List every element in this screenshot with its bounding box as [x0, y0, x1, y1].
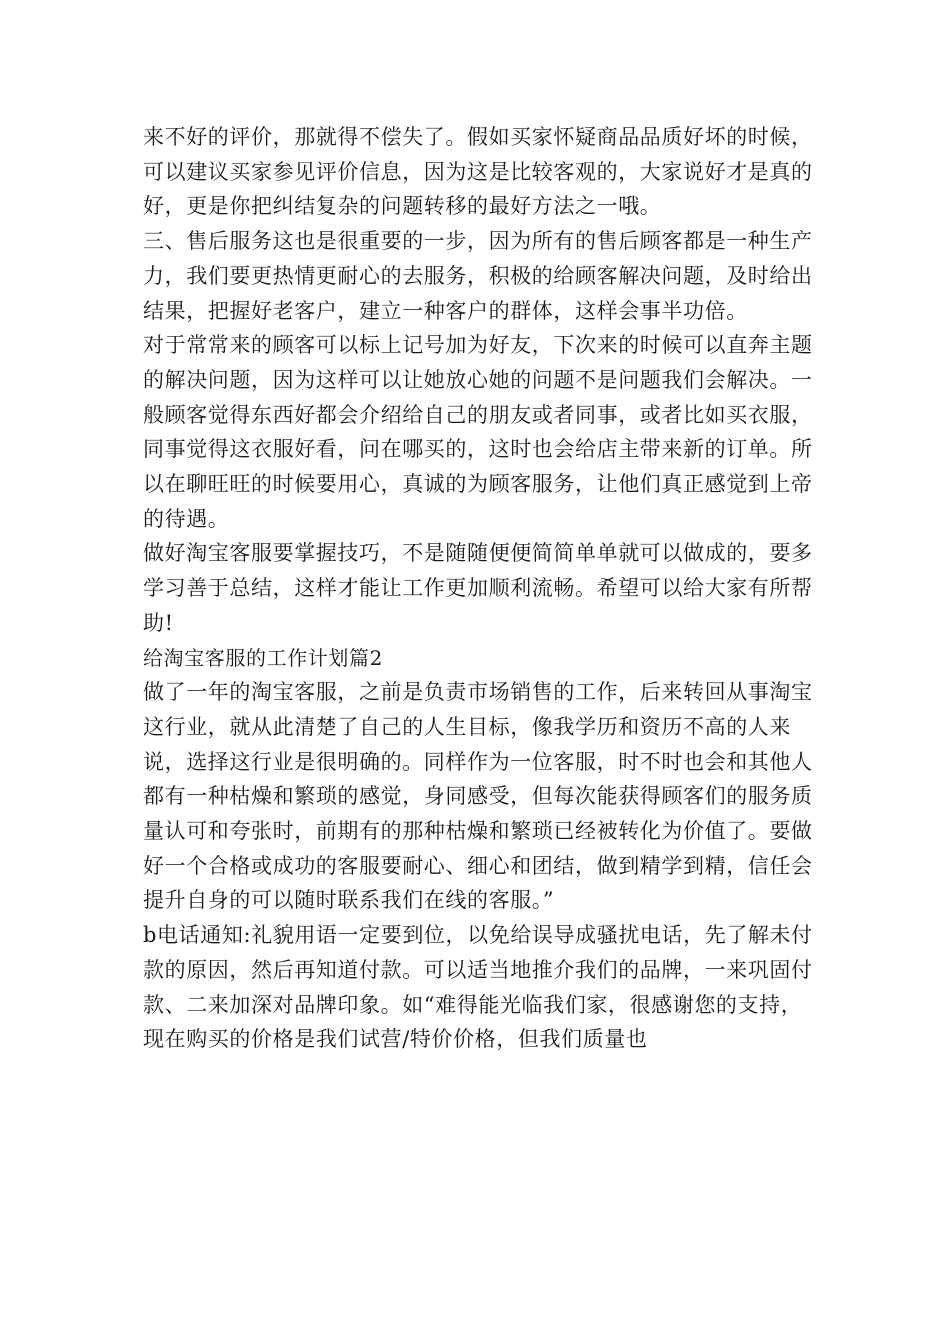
paragraph-after-sales-service: 三、售后服务这也是很重要的一步，因为所有的售后顾客都是一种生产力，我们要更热情更耐心的去服务，积极的给顾客解决问题，及时给出结果，把握好老客户，建立一种客户的群体，这样会事半功倍。 [143, 229, 813, 323]
paragraph-review-advice: 来不好的评价，那就得不偿失了。假如买家怀疑商品品质好坏的时候，可以建议买家参见评价信息，因为这是比较客观的，大家说好才是真的好，更是你把纠结复杂的问题转移的最好方法之一哦。 [143, 125, 813, 219]
paragraph-conclusion: 做好淘宝客服要掌握技巧，不是随随便便简简单单就可以做成的，要多学习善于总结，这样才能让工作更加顺利流畅。希望可以给大家有所帮助! [143, 541, 813, 635]
paragraph-phone-notice: b电话通知:礼貌用语一定要到位，以免给误导成骚扰电话，先了解未付款的原因，然后再知道付款。可以适当地推介我们的品牌，一来巩固付款、二来加深对品牌印象。如“难得能光临我们家，很感谢您的支持，现在购买的价格是我们试营/特价价格，但我们质量也 [143, 923, 813, 1052]
paragraph-regular-customers: 对于常常来的顾客可以标上记号加为好友，下次来的时候可以直奔主题的解决问题，因为这样可以让她放心她的问题不是问题我们会解决。一般顾客觉得东西好都会介绍给自己的朋友或者同事，或者比如买衣服，同事觉得这衣服好看，问在哪买的，这时也会给店主带来新的订单。所以在聊旺旺的时候要用心，真诚的为顾客服务，让他们真正感觉到上帝的待遇。 [143, 333, 813, 531]
paragraph-one-year-experience: 做了一年的淘宝客服，之前是负责市场销售的工作，后来转回从事淘宝这行业，就从此清楚了自己的人生目标，像我学历和资历不高的人来说，选择这行业是很明确的。同样作为一位客服，时不时也会和其他人都有一种枯燥和繁琐的感觉，身同感受，但每次能获得顾客们的服务质量认可和夸张时，前期有的那种枯燥和繁琐已经被转化为价值了。要做好一个合格或成功的客服要耐心、细心和团结，做到精学到精，信任会提升自身的可以随时联系我们在线的客服。” [143, 680, 813, 913]
section-heading: 给淘宝客服的工作计划篇2 [143, 645, 383, 670]
document-body [143, 120, 815, 1057]
